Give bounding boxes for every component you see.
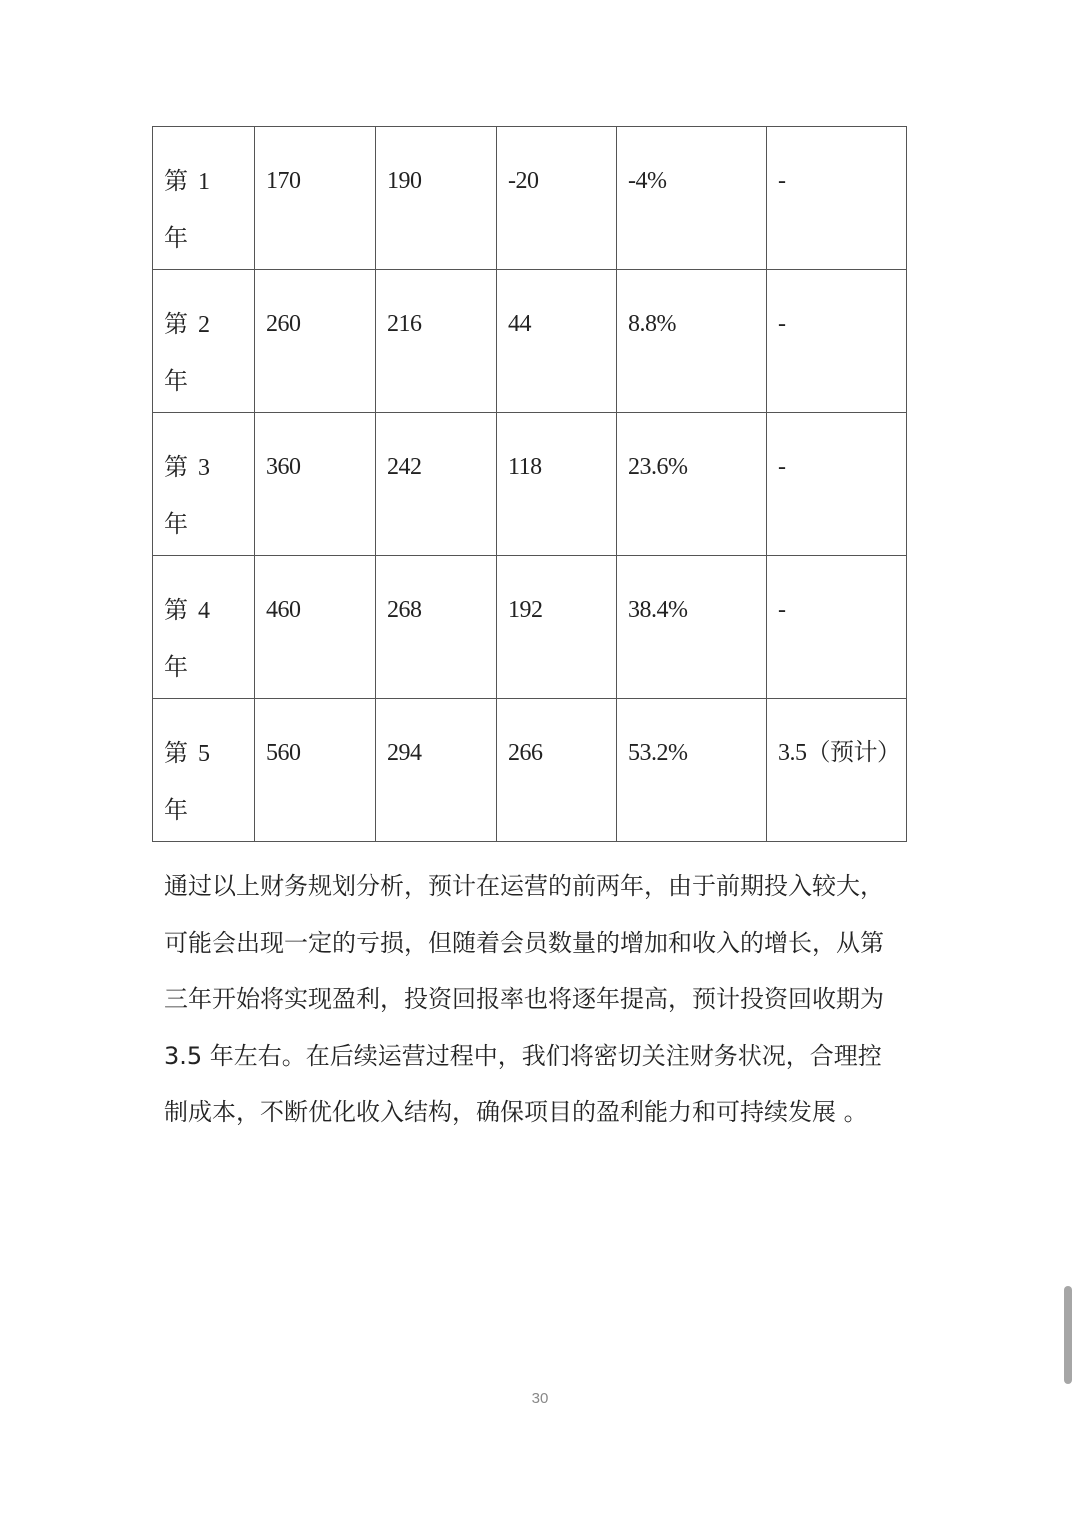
table-cell: 266 xyxy=(497,699,617,842)
table-cell: 294 xyxy=(376,699,497,842)
year-cell: 第 5 年 xyxy=(153,699,255,842)
table-cell: 192 xyxy=(497,556,617,699)
table-row xyxy=(153,270,907,413)
table-cell: 170 xyxy=(255,127,376,270)
table-cell: 260 xyxy=(255,270,376,413)
financial-table xyxy=(152,126,907,842)
table-cell: 118 xyxy=(497,413,617,556)
table-cell: 560 xyxy=(255,699,376,842)
table-cell: 3.5（预计） xyxy=(767,699,907,842)
table-row xyxy=(153,699,907,842)
year-cell: 第 1 年 xyxy=(153,127,255,270)
year-cell: 第 2 年 xyxy=(153,270,255,413)
table-cell: -4% xyxy=(617,127,767,270)
summary-paragraph xyxy=(164,858,924,1141)
paragraph-line: 3.5 年左右。在后续运营过程中，我们将密切关注财务状况，合理控 xyxy=(164,1041,882,1070)
paragraph-line: 可能会出现一定的亏损，但随着会员数量的增加和收入的增长，从第 xyxy=(164,928,884,957)
table-cell: -20 xyxy=(497,127,617,270)
table-cell: 44 xyxy=(497,270,617,413)
scrollbar-thumb[interactable] xyxy=(1064,1286,1072,1384)
table-cell: - xyxy=(767,413,907,556)
table-cell: 23.6% xyxy=(617,413,767,556)
year-cell: 第 4 年 xyxy=(153,556,255,699)
paragraph-line: 通过以上财务规划分析，预计在运营的前两年，由于前期投入较大， xyxy=(164,872,884,900)
paragraph-line: 三年开始将实现盈利，投资回报率也将逐年提高，预计投资回收期为 xyxy=(164,985,884,1013)
table-cell: 242 xyxy=(376,413,497,556)
table-cell: 8.8% xyxy=(617,270,767,413)
table-cell: - xyxy=(767,127,907,270)
table-row xyxy=(153,127,907,270)
table-cell: 268 xyxy=(376,556,497,699)
table-cell: 53.2% xyxy=(617,699,767,842)
table-row xyxy=(153,556,907,699)
table-cell: 190 xyxy=(376,127,497,270)
table-cell: 360 xyxy=(255,413,376,556)
page-number: 30 xyxy=(531,1390,549,1407)
table-cell: 460 xyxy=(255,556,376,699)
year-cell: 第 3 年 xyxy=(153,413,255,556)
table-cell: - xyxy=(767,556,907,699)
paragraph-line: 制成本，不断优化收入结构，确保项目的盈利能力和可持续发展 。 xyxy=(164,1098,868,1126)
table-row xyxy=(153,413,907,556)
table-cell: 216 xyxy=(376,270,497,413)
table-cell: - xyxy=(767,270,907,413)
table-cell: 38.4% xyxy=(617,556,767,699)
